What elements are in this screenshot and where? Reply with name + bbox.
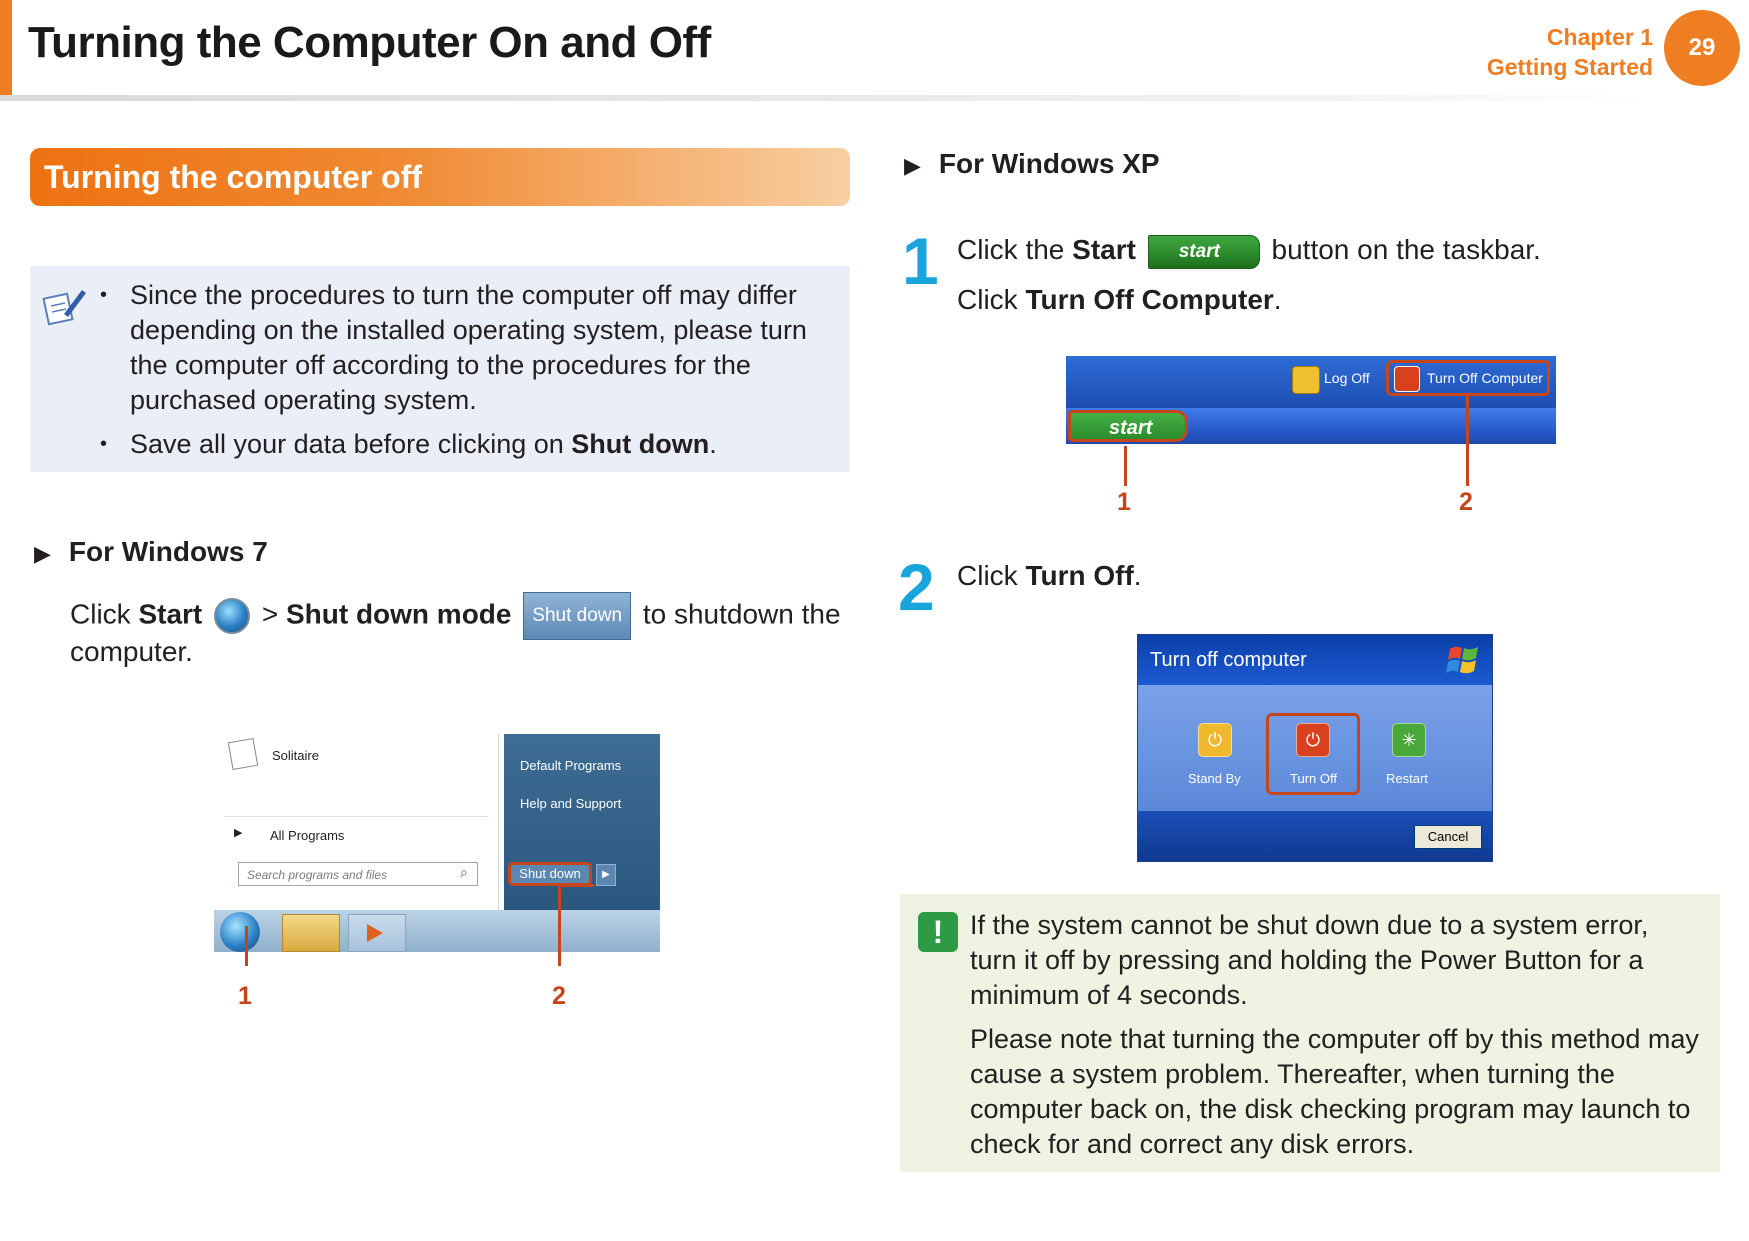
step-number-2: 2 xyxy=(898,550,935,624)
warning-paragraph-2: Please note that turning the computer off by this method may cause a system problem. Thereafter, when turning the computer back on, the disk checking program may launch to check for and correct any disk errors. xyxy=(970,1024,1699,1159)
menu-default-programs[interactable]: Default Programs xyxy=(520,758,622,773)
power-icon xyxy=(1394,366,1420,392)
menu-help-support[interactable]: Help and Support xyxy=(520,796,622,811)
restart-label[interactable]: Restart xyxy=(1386,771,1428,786)
note-box xyxy=(30,266,850,472)
page-title: Turning the Computer On and Off xyxy=(28,18,711,67)
header-divider xyxy=(0,95,1650,101)
step-number-1: 1 xyxy=(902,224,939,298)
stand-by-icon[interactable]: ⏻ xyxy=(1198,723,1232,757)
xp-start-button[interactable]: start xyxy=(1068,410,1188,442)
step2-instruction: Click Turn Off. xyxy=(957,560,1142,591)
shut-down-button[interactable]: Shut down xyxy=(508,862,592,886)
triangle-bullet-icon: ▶ xyxy=(904,153,921,178)
windows-flag-icon xyxy=(1446,643,1482,677)
dialog-title: Turn off computer xyxy=(1138,635,1492,685)
xp-taskbar-screenshot xyxy=(1066,356,1556,446)
callout-number-1: 1 xyxy=(238,982,252,1010)
note-bullet-1: • Since the procedures to turn the computer off may differ depending on the installed operating system, please turn the computer off according to the procedures for the purchased operating system. xyxy=(102,278,822,418)
step1b-instruction: Click Turn Off Computer. xyxy=(957,284,1282,315)
log-off-button[interactable]: Log Off xyxy=(1324,370,1370,386)
win7-start-menu-screenshot xyxy=(214,734,660,952)
xp-callout-line-2 xyxy=(1466,396,1469,486)
callout-line-1 xyxy=(245,926,248,966)
xp-callout-line-1 xyxy=(1124,446,1127,486)
menu-all-programs[interactable]: All Programs xyxy=(270,828,345,843)
header-accent-bar xyxy=(0,0,12,96)
win7-instruction-cont: computer. xyxy=(70,636,193,667)
search-input[interactable]: Search programs and files xyxy=(238,862,478,886)
explorer-taskbar-icon[interactable] xyxy=(282,914,340,952)
page-number: 29 xyxy=(1664,10,1740,86)
warning-paragraph-1: If the system cannot be shut down due to a system error, turn it off by pressing and holding the Power Button for a minimum of 4 seconds. xyxy=(970,910,1649,1010)
chapter-name: Getting Started xyxy=(1486,54,1653,80)
triangle-bullet-icon: ▶ xyxy=(34,541,51,566)
exclamation-icon: ! xyxy=(918,912,958,952)
chapter-number: Chapter 1 xyxy=(1546,24,1653,50)
win7-taskbar xyxy=(214,910,660,952)
callout-line-2-horizontal xyxy=(558,884,594,887)
start-orb-icon[interactable] xyxy=(220,912,260,952)
xp-callout-number-1: 1 xyxy=(1117,488,1131,516)
stand-by-label[interactable]: Stand By xyxy=(1188,771,1241,786)
warning-box xyxy=(900,894,1720,1172)
xp-callout-number-2: 2 xyxy=(1459,488,1473,516)
callout-number-2: 2 xyxy=(552,982,566,1010)
win7-heading: ▶ For Windows 7 xyxy=(34,536,268,567)
win7-instruction: Click Start > Shut down mode Shut down to shutdown the xyxy=(70,592,841,640)
media-player-taskbar-icon[interactable] xyxy=(348,914,406,952)
note-pencil-icon xyxy=(42,284,86,328)
restart-icon[interactable]: ✳ xyxy=(1392,723,1426,757)
chevron-right-icon: ▶ xyxy=(234,827,243,839)
callout-line-2 xyxy=(558,884,561,966)
search-icon: ⌕ xyxy=(460,864,468,880)
start-menu-left-pane xyxy=(214,734,499,910)
turn-off-label[interactable]: Turn Off xyxy=(1290,771,1337,786)
note-list xyxy=(102,278,822,471)
winxp-heading: ▶ For Windows XP xyxy=(904,148,1160,179)
section-title: Turning the computer off xyxy=(30,148,850,206)
turn-off-icon[interactable]: ⏻ xyxy=(1296,723,1330,757)
windows7-start-orb-icon xyxy=(214,598,250,634)
xp-start-button-image: start xyxy=(1148,235,1260,269)
shut-down-button-image: Shut down xyxy=(523,592,631,640)
solitaire-icon xyxy=(228,738,258,770)
note-bullet-2: • Save all your data before clicking on Shut down. xyxy=(102,427,822,462)
chapter-label xyxy=(1487,22,1653,82)
log-off-key-icon xyxy=(1292,366,1320,394)
shut-down-arrow-icon[interactable]: ▶ xyxy=(596,864,616,886)
step1-instruction: Click the Start start button on the taskbar. xyxy=(957,230,1541,270)
cancel-button[interactable]: Cancel xyxy=(1414,825,1482,849)
menu-solitaire[interactable]: Solitaire xyxy=(272,748,319,763)
turn-off-computer-button[interactable]: Turn Off Computer xyxy=(1386,360,1550,396)
xp-turn-off-dialog xyxy=(1137,634,1493,862)
